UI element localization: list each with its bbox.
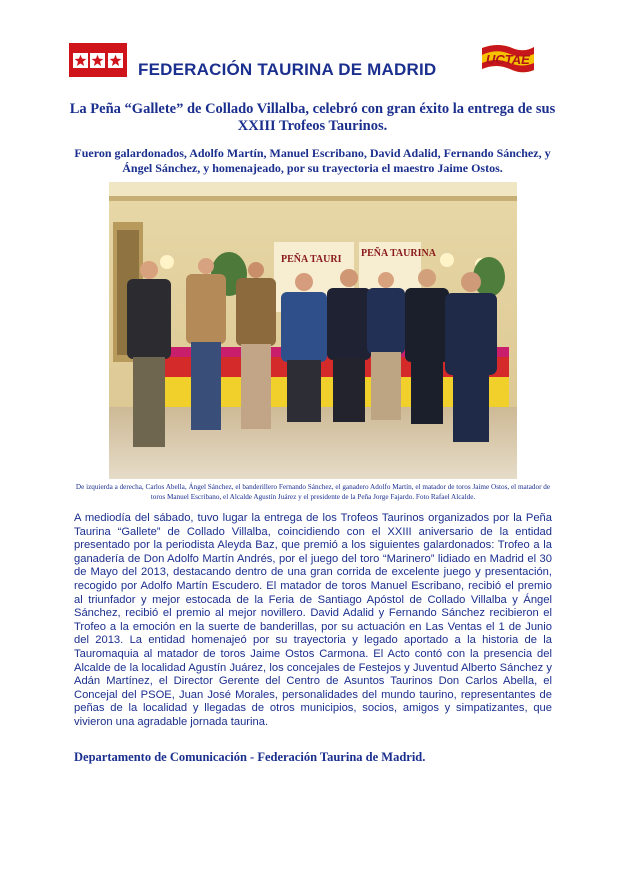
headline: La Peña “Gallete” de Collado Villalba, celebró con gran éxito la entrega de sus XXIII Trofeos Taurinos. (69, 101, 556, 134)
photo-banner-text: PEÑA TAURINA (361, 248, 436, 259)
footer-signature: Departamento de Comunicación - Federación Taurina de Madrid. (74, 750, 426, 764)
madrid-flag-logo (69, 43, 127, 77)
photo-caption: De izquierda a derecha, Carlos Abella, Ángel Sánchez, el banderillero Fernando Sánchez, el ganadero Adolfo Martín, el matador de toros Jaime Ostos, el matador de toros Manuel Escribano, el Alcalde Agustín Juárez y el presidente de la Peña Jorge Fajardo. Foto Rafael Alcalde. (75, 483, 551, 501)
photo-banner-left-text: PEÑA TAURI (281, 254, 342, 265)
group-photo (109, 182, 517, 479)
article-body: A mediodía del sábado, tuvo lugar la entrega de los Trofeos Taurinos organizados por la Peña Taurina “Gallete” de Collado Villalba, coincidiendo con el XXIII aniversario de la entidad presentado por la periodista Aleyda Baz, que premió a los siguientes galardonados: Trofeo a la ganadería de Don Adolfo Martín Andrés, por el juego del toro “Marinero” lidiado en Madrid el 30 de Mayo del 2013, destacando dentro de una gran corrida de excelente juego y presentación, recogido por Adolfo Martín Escudero. El matador de toros Manuel Escribano, recibió el premio al triunfador y mejor estocada de la Feria de Santiago Apóstol de Collado Villalba y Ángel Sánchez, recibió el premio al mejor novillero. David Adalid y Fernando Sánchez recibieron el Trofeo a la emoción en la suerte de banderillas, por su actuación en Las Ventas el 1 de Junio del 2013. La entidad homenajeó por su trayectoria y legado aportado a la historia de la Tauromaquia al matador de toros Jaime Ostos Carmona. El Acto contó con la presencia del Alcalde de la localidad Agustín Juárez, los concejales de Festejos y Juventud Alberto Sánchez y Adán Martínez, el Director Gerente del Centro de Asuntos Taurinos Don Carlos Abella, el Concejal del PSOE, Juan José Morales, personalidades del mundo taurino, representantes de peñas de la localidad y llegadas de otros municipios, socios, amigos y simpatizantes, que vivieron una agradable jornada taurina. (74, 512, 552, 728)
star-icon (90, 53, 105, 68)
star-icon (73, 53, 88, 68)
star-icon (108, 53, 123, 68)
subheadline: Fueron galardonados, Adolfo Martín, Manuel Escribano, David Adalid, Fernando Sánchez, y Ángel Sánchez, y homenajeado, por su trayectoria el maestro Jaime Ostos. (74, 146, 551, 175)
uctae-logo (478, 42, 536, 76)
federation-title: FEDERACIÓN TAURINA DE MADRID (138, 60, 437, 79)
uctae-logo-text: UCTAE (486, 52, 530, 67)
